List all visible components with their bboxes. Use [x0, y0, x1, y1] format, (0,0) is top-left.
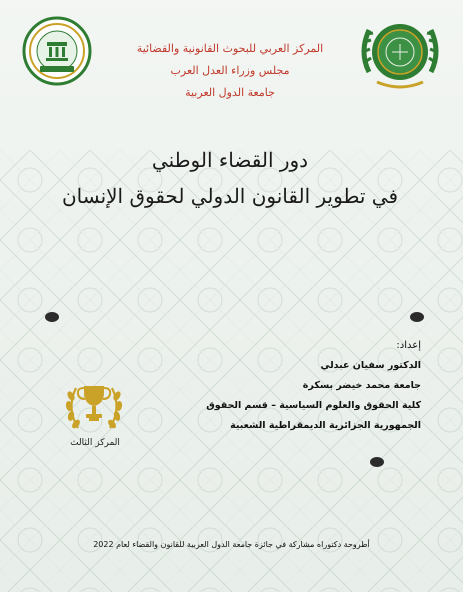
arab-league-emblem	[355, 12, 445, 96]
header-line-center: المركز العربي للبحوث القانونية والقضائية	[136, 42, 324, 55]
author-university: جامعة محمد خيضر بسكرة	[302, 380, 421, 391]
decorative-dot	[410, 312, 424, 322]
author-name: الدكتور سفيان عبدلي	[320, 360, 421, 371]
header-institutions	[120, 38, 340, 104]
header-line-league: جامعة الدول العربية	[185, 86, 275, 99]
trophy-icon	[62, 378, 126, 436]
title-line-1: دور القضاء الوطني	[151, 148, 309, 172]
title-line-2: في تطوير القانون الدولي لحقوق الإنسان	[61, 184, 399, 208]
decorative-dot	[370, 457, 384, 467]
author-country: الجمهورية الجزائرية الديمقراطية الشعبية	[230, 420, 421, 431]
author-faculty: كلية الحقوق والعلوم السياسية – قسم الحقوق	[206, 400, 421, 411]
decorative-dot	[45, 312, 59, 322]
award-rank: المركز الثالث	[70, 438, 120, 448]
footer-note: أطروحة دكتوراه مشاركة في جائزة جامعة الدول العربية للقانون والقضاء لعام 2022	[93, 540, 370, 549]
header-line-council: مجلس وزراء العدل العرب	[170, 64, 290, 77]
prepared-by-block	[161, 336, 421, 436]
document-title	[40, 142, 420, 214]
prepared-by-label: إعداد:	[396, 340, 421, 351]
arab-center-logo	[22, 16, 92, 86]
